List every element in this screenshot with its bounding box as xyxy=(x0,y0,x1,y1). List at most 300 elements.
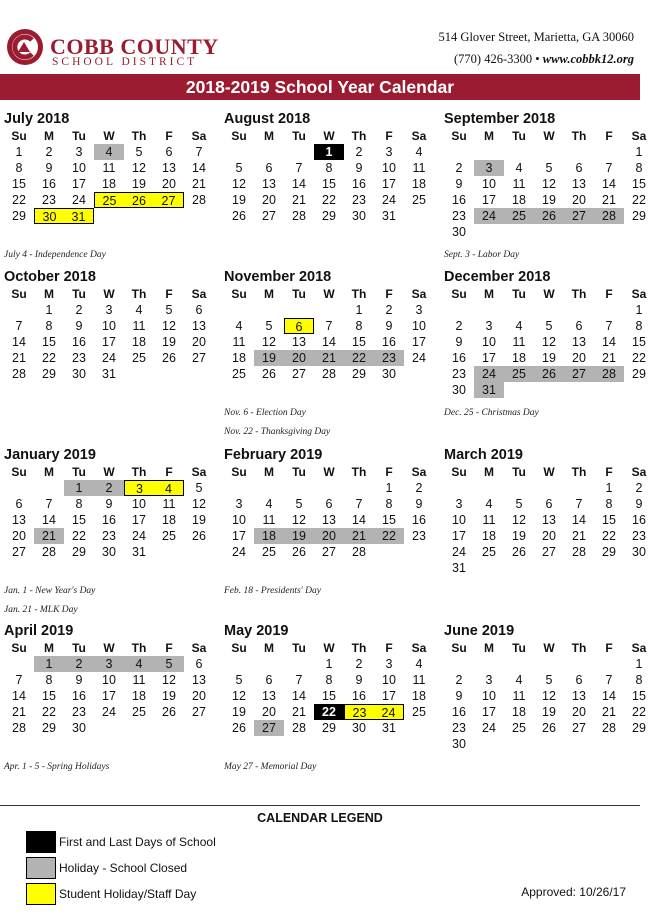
day-cell: 16 xyxy=(452,705,466,719)
day-cell: 1 xyxy=(325,657,333,671)
day-cell: 31 xyxy=(132,545,146,559)
weekday-label: Sa xyxy=(191,641,207,655)
day-cell: 3 xyxy=(105,303,113,317)
day-cell: 13 xyxy=(192,673,206,687)
weekday-label: Sa xyxy=(411,287,427,301)
day-cell: 10 xyxy=(452,513,466,527)
day-cell: 11 xyxy=(412,161,426,175)
day-cell: 4 xyxy=(485,497,493,511)
day-cell: 1 xyxy=(15,145,23,159)
day-cell: 11 xyxy=(262,513,276,527)
weekday-label: M xyxy=(44,641,54,655)
day-cell: 15 xyxy=(632,689,646,703)
day-cell: 5 xyxy=(154,656,184,672)
weekday-label: M xyxy=(264,641,274,655)
day-cell: 23 xyxy=(452,209,466,223)
weekday-label: Su xyxy=(451,287,467,301)
day-cell: 17 xyxy=(102,335,116,349)
empty-cell xyxy=(254,144,284,160)
empty-cell xyxy=(444,144,474,160)
day-cell: 9 xyxy=(355,673,363,687)
weekday-label: Sa xyxy=(191,129,207,143)
day-cell: 23 xyxy=(344,704,374,720)
day-cell: 21 xyxy=(292,193,306,207)
day-cell: 13 xyxy=(262,689,276,703)
day-cell: 10 xyxy=(232,513,246,527)
weekday-label: Sa xyxy=(411,641,427,655)
weekday-label: W xyxy=(543,129,555,143)
weekday-label: Th xyxy=(351,287,367,301)
day-cell: 26 xyxy=(192,529,206,543)
day-cell: 3 xyxy=(485,319,493,333)
weekday-label: Sa xyxy=(191,465,207,479)
day-cell: 14 xyxy=(292,177,306,191)
day-cell: 11 xyxy=(132,673,146,687)
day-cell: 18 xyxy=(102,177,116,191)
day-cell: 29 xyxy=(632,209,646,223)
day-cell: 29 xyxy=(352,367,366,381)
day-cell: 20 xyxy=(572,351,586,365)
weekday-label: Th xyxy=(131,287,147,301)
day-cell: 26 xyxy=(262,367,276,381)
day-cell: 11 xyxy=(512,335,526,349)
legend-label: Holiday - School Closed xyxy=(59,861,188,875)
weekday-label: F xyxy=(165,287,173,301)
day-cell: 18 xyxy=(512,351,526,365)
day-cell: 19 xyxy=(162,335,176,349)
day-cell: 7 xyxy=(605,673,613,687)
day-cell: 4 xyxy=(415,145,423,159)
day-cell: 30 xyxy=(632,545,646,559)
holiday-note: Jan. 1 - New Year's Day xyxy=(4,586,96,596)
day-cell: 8 xyxy=(635,319,643,333)
month-title: November 2018 xyxy=(224,269,332,285)
weekday-header xyxy=(4,464,214,480)
month-block xyxy=(444,268,654,398)
day-cell: 27 xyxy=(262,209,276,223)
day-cell: 21 xyxy=(192,177,206,191)
day-cell: 30 xyxy=(382,367,396,381)
day-cell: 6 xyxy=(575,161,583,175)
weekday-label: M xyxy=(484,641,494,655)
weekday-label: F xyxy=(165,641,173,655)
day-cell: 6 xyxy=(265,673,273,687)
weekday-label: M xyxy=(264,287,274,301)
day-cell: 13 xyxy=(572,689,586,703)
day-cell: 31 xyxy=(474,382,504,398)
day-grid xyxy=(224,656,434,736)
weekday-label: W xyxy=(323,129,335,143)
day-cell: 16 xyxy=(72,689,86,703)
empty-cell xyxy=(564,302,594,318)
day-cell: 12 xyxy=(162,319,176,333)
day-cell: 2 xyxy=(94,480,124,496)
day-cell: 24 xyxy=(232,545,246,559)
empty-cell xyxy=(504,480,534,496)
day-cell: 18 xyxy=(254,528,284,544)
day-cell: 9 xyxy=(635,497,643,511)
day-cell: 13 xyxy=(322,513,336,527)
weekday-header xyxy=(444,286,654,302)
empty-cell xyxy=(444,302,474,318)
day-cell: 31 xyxy=(102,367,116,381)
day-cell: 19 xyxy=(132,177,146,191)
weekday-label: Th xyxy=(571,129,587,143)
day-cell: 3 xyxy=(75,145,83,159)
day-cell: 22 xyxy=(374,528,404,544)
day-cell: 10 xyxy=(412,319,426,333)
day-cell: 13 xyxy=(572,177,586,191)
phone: (770) 426-3300 xyxy=(454,52,533,66)
day-cell: 8 xyxy=(45,673,53,687)
day-cell: 12 xyxy=(232,689,246,703)
address: 514 Glover Street, Marietta, GA 30060 xyxy=(438,30,634,44)
empty-cell xyxy=(594,302,624,318)
legend-label: First and Last Days of School xyxy=(59,835,216,849)
day-cell: 7 xyxy=(355,497,363,511)
day-cell: 19 xyxy=(284,528,314,544)
day-cell: 26 xyxy=(542,721,556,735)
weekday-label: M xyxy=(484,465,494,479)
month-title: April 2019 xyxy=(4,623,74,639)
empty-cell xyxy=(564,480,594,496)
day-cell: 12 xyxy=(292,513,306,527)
day-cell: 5 xyxy=(295,497,303,511)
day-cell: 3 xyxy=(415,303,423,317)
legend-label: Student Holiday/Staff Day xyxy=(59,887,197,901)
day-cell: 28 xyxy=(352,545,366,559)
day-cell: 8 xyxy=(325,161,333,175)
day-cell: 26 xyxy=(232,721,246,735)
holiday-note: Sept. 3 - Labor Day xyxy=(444,250,520,260)
empty-cell xyxy=(284,144,314,160)
empty-cell xyxy=(534,144,564,160)
day-cell: 25 xyxy=(412,705,426,719)
month-title: July 2018 xyxy=(4,111,70,127)
weekday-label: Th xyxy=(131,641,147,655)
day-cell: 28 xyxy=(572,545,586,559)
empty-cell xyxy=(504,144,534,160)
empty-cell xyxy=(344,480,374,496)
day-cell: 24 xyxy=(412,351,426,365)
day-cell: 14 xyxy=(12,689,26,703)
month-title: January 2019 xyxy=(4,447,96,463)
day-cell: 7 xyxy=(45,497,53,511)
day-cell: 14 xyxy=(602,177,616,191)
day-cell: 17 xyxy=(412,335,426,349)
day-cell: 27 xyxy=(322,545,336,559)
day-cell: 16 xyxy=(452,351,466,365)
day-cell: 1 xyxy=(635,303,643,317)
weekday-label: F xyxy=(385,465,393,479)
day-cell: 21 xyxy=(602,705,616,719)
day-cell: 21 xyxy=(34,528,64,544)
weekday-label: Tu xyxy=(292,465,306,479)
weekday-header xyxy=(224,640,434,656)
day-cell: 1 xyxy=(34,656,64,672)
day-grid xyxy=(4,144,214,224)
day-cell: 13 xyxy=(262,177,276,191)
day-cell: 28 xyxy=(594,208,624,224)
day-cell: 12 xyxy=(132,161,146,175)
day-cell: 14 xyxy=(602,335,616,349)
weekday-label: Su xyxy=(231,641,247,655)
day-cell: 5 xyxy=(195,481,203,495)
day-cell: 3 xyxy=(235,497,243,511)
day-cell: 2 xyxy=(64,656,94,672)
day-cell: 22 xyxy=(72,529,86,543)
weekday-label: Tu xyxy=(292,641,306,655)
day-cell: 10 xyxy=(102,319,116,333)
holiday-note: Dec. 25 - Christmas Day xyxy=(444,408,539,418)
day-cell: 31 xyxy=(382,209,396,223)
day-cell: 22 xyxy=(602,529,616,543)
weekday-label: Sa xyxy=(411,129,427,143)
day-cell: 8 xyxy=(355,319,363,333)
day-cell: 19 xyxy=(512,529,526,543)
day-cell: 30 xyxy=(452,737,466,751)
empty-cell xyxy=(254,302,284,318)
empty-cell xyxy=(504,656,534,672)
weekday-label: Tu xyxy=(72,465,86,479)
day-cell: 25 xyxy=(504,366,534,382)
month-block xyxy=(4,622,214,736)
weekday-label: Su xyxy=(231,129,247,143)
weekday-header xyxy=(224,286,434,302)
day-cell: 11 xyxy=(512,689,526,703)
day-cell: 22 xyxy=(344,350,374,366)
day-cell: 20 xyxy=(572,705,586,719)
day-cell: 26 xyxy=(534,208,564,224)
day-cell: 19 xyxy=(542,705,556,719)
day-cell: 13 xyxy=(542,513,556,527)
weekday-label: Th xyxy=(351,641,367,655)
day-cell: 23 xyxy=(412,529,426,543)
day-cell: 20 xyxy=(572,193,586,207)
month-block xyxy=(224,622,434,736)
day-cell: 22 xyxy=(632,351,646,365)
day-cell: 18 xyxy=(132,689,146,703)
day-cell: 4 xyxy=(415,657,423,671)
day-cell: 7 xyxy=(15,673,23,687)
district-subtitle: SCHOOL DISTRICT xyxy=(52,56,198,68)
day-cell: 12 xyxy=(192,497,206,511)
month-title: June 2019 xyxy=(444,623,515,639)
day-cell: 12 xyxy=(542,177,556,191)
empty-cell xyxy=(474,144,504,160)
day-cell: 19 xyxy=(542,193,556,207)
weekday-label: Sa xyxy=(631,465,647,479)
day-cell: 5 xyxy=(135,145,143,159)
weekday-label: F xyxy=(165,465,173,479)
day-cell: 12 xyxy=(542,689,556,703)
day-cell: 17 xyxy=(72,177,86,191)
day-cell: 27 xyxy=(192,705,206,719)
day-cell: 27 xyxy=(192,351,206,365)
day-cell: 22 xyxy=(42,351,56,365)
approved-date: Approved: 10/26/17 xyxy=(521,885,626,899)
weekday-label: W xyxy=(323,287,335,301)
day-cell: 22 xyxy=(12,193,26,207)
weekday-label: Tu xyxy=(72,129,86,143)
holiday-note: Apr. 1 - 5 - Spring Holidays xyxy=(4,762,110,772)
weekday-label: F xyxy=(385,641,393,655)
day-cell: 1 xyxy=(355,303,363,317)
day-cell: 4 xyxy=(515,319,523,333)
weekday-label: Su xyxy=(11,465,27,479)
day-cell: 6 xyxy=(575,319,583,333)
day-cell: 21 xyxy=(344,528,374,544)
weekday-label: Th xyxy=(131,465,147,479)
day-cell: 19 xyxy=(232,705,246,719)
day-grid xyxy=(4,302,214,382)
day-cell: 16 xyxy=(632,513,646,527)
day-cell: 4 xyxy=(94,144,124,160)
day-cell: 28 xyxy=(12,721,26,735)
day-cell: 19 xyxy=(162,689,176,703)
weekday-label: F xyxy=(165,129,173,143)
day-cell: 28 xyxy=(12,367,26,381)
month-title: September 2018 xyxy=(444,111,556,127)
day-cell: 11 xyxy=(412,673,426,687)
day-cell: 26 xyxy=(162,351,176,365)
empty-cell xyxy=(474,656,504,672)
day-cell: 20 xyxy=(542,529,556,543)
day-cell: 11 xyxy=(512,177,526,191)
day-cell: 7 xyxy=(295,161,303,175)
day-cell: 30 xyxy=(72,367,86,381)
day-cell: 8 xyxy=(15,161,23,175)
day-cell: 16 xyxy=(452,193,466,207)
day-cell: 25 xyxy=(132,351,146,365)
day-cell: 7 xyxy=(325,319,333,333)
day-cell: 15 xyxy=(382,513,396,527)
day-cell: 14 xyxy=(292,689,306,703)
day-cell: 29 xyxy=(322,209,336,223)
day-cell: 21 xyxy=(12,705,26,719)
day-cell: 29 xyxy=(72,545,86,559)
day-cell: 20 xyxy=(162,177,176,191)
day-cell: 9 xyxy=(455,335,463,349)
day-cell: 16 xyxy=(352,689,366,703)
day-cell: 12 xyxy=(262,335,276,349)
holiday-note: Nov. 6 - Election Day xyxy=(224,408,306,418)
day-cell: 28 xyxy=(322,367,336,381)
day-cell: 24 xyxy=(102,705,116,719)
day-cell: 23 xyxy=(632,529,646,543)
day-cell: 24 xyxy=(482,721,496,735)
empty-cell xyxy=(284,302,314,318)
day-cell: 1 xyxy=(314,144,344,160)
weekday-label: Su xyxy=(11,129,27,143)
day-cell: 29 xyxy=(12,209,26,223)
empty-cell xyxy=(564,656,594,672)
day-cell: 21 xyxy=(12,351,26,365)
day-cell: 16 xyxy=(42,177,56,191)
day-cell: 31 xyxy=(382,721,396,735)
weekday-label: Tu xyxy=(72,641,86,655)
weekday-label: Sa xyxy=(411,465,427,479)
day-cell: 15 xyxy=(42,689,56,703)
weekday-label: Th xyxy=(351,465,367,479)
day-cell: 2 xyxy=(415,481,423,495)
empty-cell xyxy=(474,480,504,496)
day-cell: 23 xyxy=(42,193,56,207)
header xyxy=(0,0,640,74)
legend-swatch-gray xyxy=(26,857,56,879)
day-cell: 25 xyxy=(94,192,124,208)
weekday-label: W xyxy=(543,641,555,655)
day-cell: 23 xyxy=(452,721,466,735)
weekday-label: Th xyxy=(571,465,587,479)
day-cell: 20 xyxy=(12,529,26,543)
day-cell: 1 xyxy=(45,303,53,317)
day-cell: 28 xyxy=(42,545,56,559)
day-cell: 23 xyxy=(374,350,404,366)
day-cell: 5 xyxy=(515,497,523,511)
day-cell: 10 xyxy=(102,673,116,687)
day-cell: 30 xyxy=(352,209,366,223)
weekday-header xyxy=(4,128,214,144)
day-grid xyxy=(444,144,654,240)
day-cell: 8 xyxy=(605,497,613,511)
day-cell: 25 xyxy=(232,367,246,381)
day-cell: 28 xyxy=(192,193,206,207)
day-cell: 22 xyxy=(322,193,336,207)
day-cell: 9 xyxy=(455,689,463,703)
day-cell: 21 xyxy=(602,351,616,365)
day-cell: 22 xyxy=(632,193,646,207)
day-cell: 22 xyxy=(42,705,56,719)
day-cell: 16 xyxy=(382,335,396,349)
day-cell: 15 xyxy=(352,335,366,349)
weekday-label: Sa xyxy=(631,287,647,301)
day-cell: 13 xyxy=(292,335,306,349)
day-cell: 7 xyxy=(605,319,613,333)
month-block xyxy=(444,446,654,576)
empty-cell xyxy=(534,656,564,672)
month-title: May 2019 xyxy=(224,623,289,639)
weekday-label: F xyxy=(605,641,613,655)
website-link[interactable]: www.cobbk12.org xyxy=(542,52,634,66)
day-cell: 3 xyxy=(94,656,124,672)
day-cell: 5 xyxy=(165,303,173,317)
day-cell: 27 xyxy=(254,720,284,736)
day-cell: 24 xyxy=(474,366,504,382)
day-cell: 21 xyxy=(314,350,344,366)
day-cell: 15 xyxy=(12,177,26,191)
day-cell: 27 xyxy=(12,545,26,559)
day-cell: 10 xyxy=(132,497,146,511)
weekday-header xyxy=(444,464,654,480)
day-cell: 5 xyxy=(235,673,243,687)
page-title: 2018-2019 School Year Calendar xyxy=(0,74,640,100)
day-cell: 17 xyxy=(382,177,396,191)
month-block xyxy=(444,622,654,752)
day-cell: 7 xyxy=(605,161,613,175)
empty-cell xyxy=(224,302,254,318)
day-cell: 26 xyxy=(292,545,306,559)
day-cell: 17 xyxy=(452,529,466,543)
day-cell: 2 xyxy=(385,303,393,317)
day-cell: 30 xyxy=(34,208,64,224)
day-cell: 15 xyxy=(322,177,336,191)
day-cell: 25 xyxy=(412,193,426,207)
day-grid xyxy=(224,302,434,382)
day-grid xyxy=(4,480,214,560)
day-cell: 5 xyxy=(545,319,553,333)
day-cell: 30 xyxy=(352,721,366,735)
